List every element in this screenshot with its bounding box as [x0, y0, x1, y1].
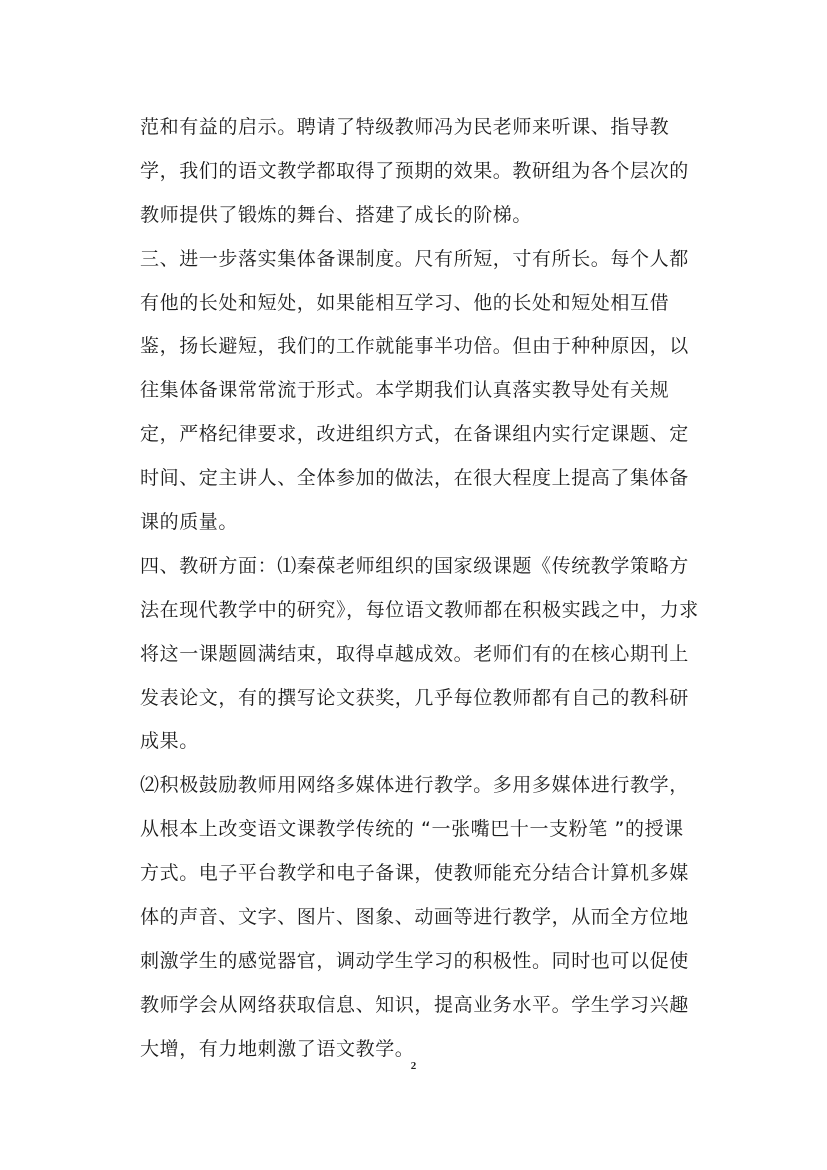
text-line: 定，严格纪律要求，改进组织方式，在备课组内实行定课题、定	[140, 423, 689, 446]
text-line: 学，我们的语文教学都取得了预期的效果。教研组为各个层次的	[140, 159, 689, 182]
text-line: 成果。	[140, 730, 199, 753]
text-line: 教师学会从网络获取信息、知识，提高业务水平。学生学习兴趣	[140, 993, 689, 1016]
text-line: 有他的长处和短处，如果能相互学习、他的长处和短处相互借	[140, 291, 670, 314]
text-line: 方式。电子平台教学和电子备课，使教师能充分结合计算机多媒	[140, 862, 689, 885]
text-line: 时间、定主讲人、全体参加的做法，在很大程度上提高了集体备	[140, 467, 689, 490]
text-line: 从根本上改变语文课教学传统的 “一张嘴巴十一支粉笔 ”的授课	[140, 818, 684, 841]
text-line: 大增，有力地刺激了语文教学。	[140, 1037, 415, 1060]
text-line: 课的质量。	[140, 511, 239, 534]
text-line: 三、进一步落实集体备课制度。尺有所短，寸有所长。每个人都	[140, 247, 689, 270]
text-line: 刺激学生的感觉器官，调动学生学习的积极性。同时也可以促使	[140, 949, 689, 972]
text-line: 体的声音、文字、图片、图象、动画等进行教学，从而全方位地	[140, 906, 689, 929]
text-line: 法在现代教学中的研究》，每位语文教师都在积极实践之中，力求	[140, 598, 699, 621]
text-line: ⑵积极鼓励教师用网络多媒体进行教学。多用多媒体进行教学，	[140, 774, 689, 797]
text-line: 鉴，扬长避短，我们的工作就能事半功倍。但由于种种原因，以	[140, 335, 689, 358]
text-line: 四、教研方面：⑴秦葆老师组织的国家级课题《传统教学策略方	[140, 554, 689, 577]
text-line: 将这一课题圆满结束，取得卓越成效。老师们有的在核心期刊上	[140, 642, 689, 665]
text-line: 范和有益的启示。聘请了特级教师冯为民老师来听课、指导教	[140, 116, 670, 138]
page-number: 2	[410, 1060, 417, 1072]
text-line: 教师提供了锻炼的舞台、搭建了成长的阶梯。	[140, 203, 533, 226]
body-text	[140, 106, 700, 1072]
text-line: 往集体备课常常流于形式。本学期我们认真落实教导处有关规	[140, 379, 670, 402]
text-line: 发表论文，有的撰写论文获奖，几乎每位教师都有自己的教科研	[140, 686, 689, 709]
